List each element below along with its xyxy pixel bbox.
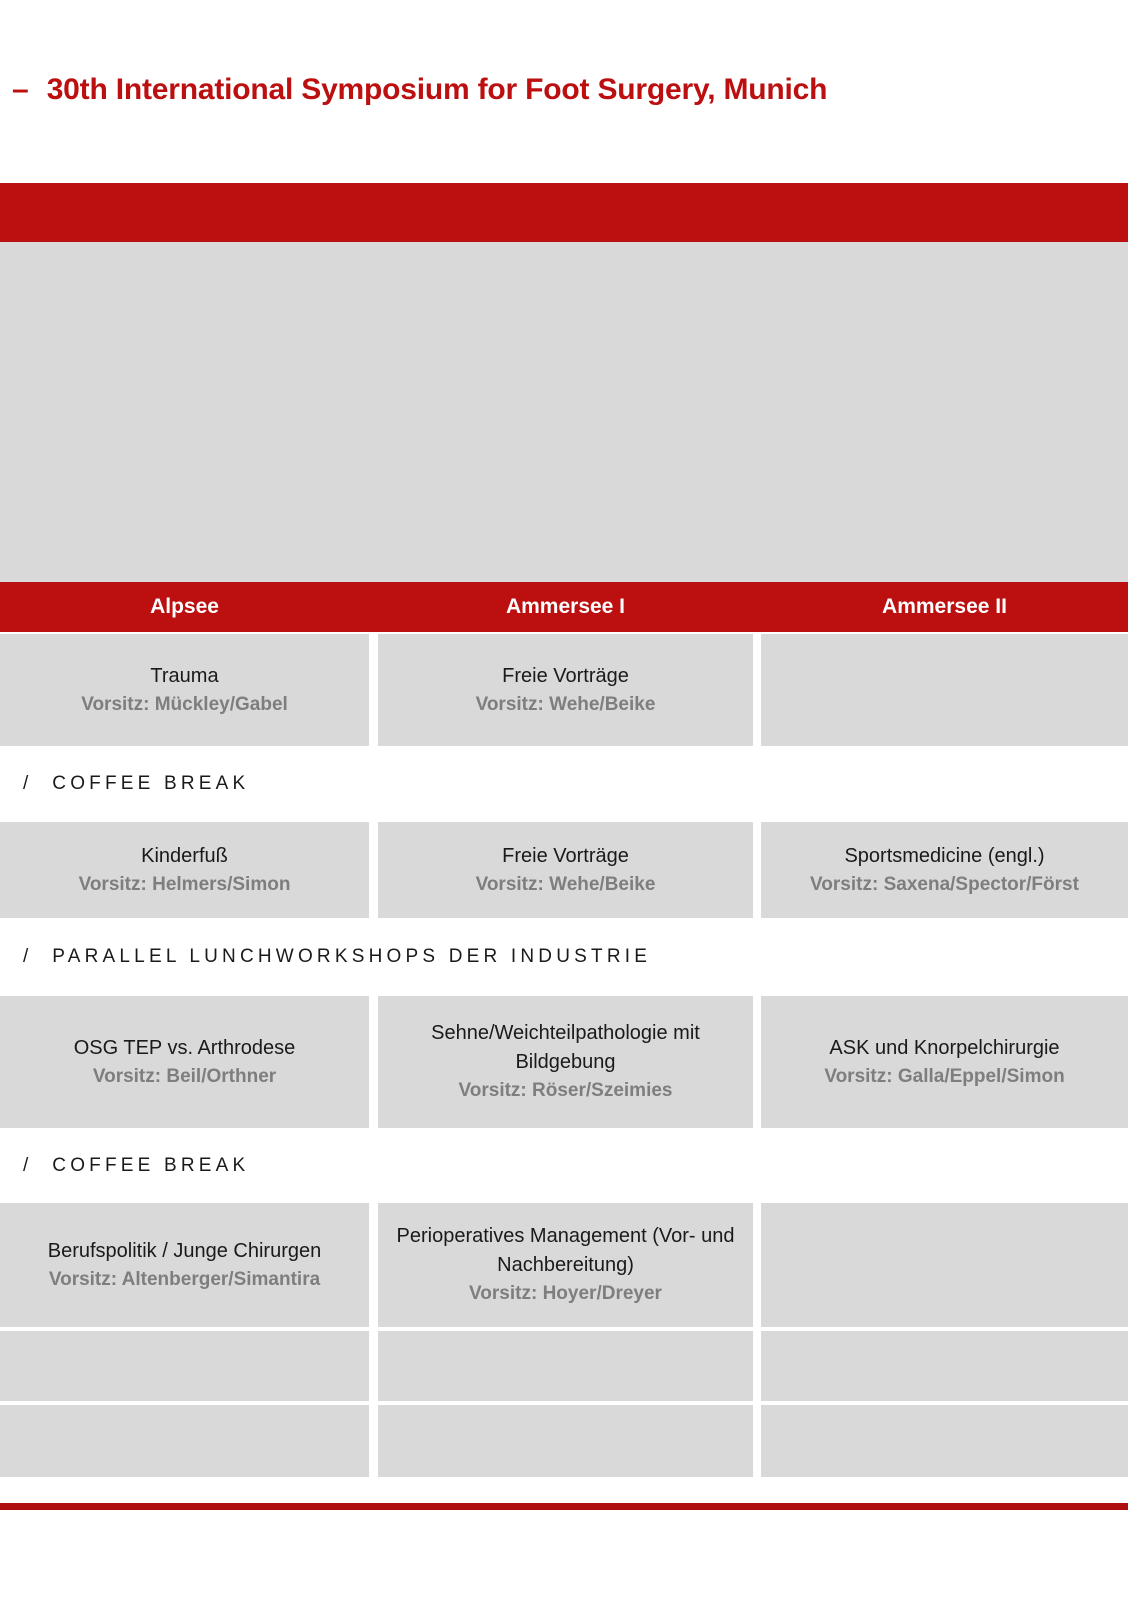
table-row (0, 1203, 1128, 1327)
session-title: Freie Vorträge (502, 664, 629, 687)
session-title: ASK und Knorpelchirurgie (829, 1036, 1060, 1059)
session-chair: Vorsitz: Saxena/Spector/Först (810, 873, 1079, 895)
session-title: Berufspolitik / Junge Chirurgen (47, 1239, 322, 1262)
table-row (0, 634, 1128, 746)
column-gap (753, 822, 761, 918)
hero-image-placeholder (0, 242, 1128, 582)
session-cell[interactable] (378, 822, 753, 918)
session-chair: Vorsitz: Wehe/Beike (475, 693, 656, 715)
session-cell[interactable] (0, 822, 369, 918)
session-cell[interactable] (761, 822, 1128, 918)
session-chair: Vorsitz: Helmers/Simon (78, 873, 291, 895)
break-label: COFFEE BREAK (52, 1154, 250, 1176)
table-row (0, 1405, 1128, 1477)
break-row-coffee-1 (0, 746, 1128, 822)
session-cell-empty[interactable] (761, 1405, 1128, 1477)
session-chair: Vorsitz: Galla/Eppel/Simon (824, 1065, 1065, 1087)
session-cell-empty[interactable] (761, 634, 1128, 746)
column-gap (753, 582, 761, 632)
session-title: Sportsmedicine (engl.) (844, 844, 1045, 867)
session-chair: Vorsitz: Beil/Orthner (92, 1065, 277, 1087)
break-row-lunchworkshops (0, 918, 1128, 996)
title-text: 30th International Symposium for Foot Surgery, Munich (46, 73, 828, 106)
page-title (0, 62, 1128, 118)
session-cell-empty[interactable] (378, 1331, 753, 1401)
session-cell[interactable] (378, 996, 753, 1128)
session-cell-empty[interactable] (0, 1331, 369, 1401)
break-label: COFFEE BREAK (52, 773, 250, 794)
title-dash-icon: – (12, 73, 29, 106)
session-cell[interactable] (378, 1203, 753, 1327)
session-chair: Vorsitz: Wehe/Beike (475, 873, 656, 895)
session-cell[interactable] (0, 1203, 369, 1327)
column-gap (369, 996, 378, 1128)
session-title: Trauma (150, 664, 219, 687)
column-gap (753, 1331, 761, 1401)
session-title: OSG TEP vs. Arthrodese (73, 1036, 296, 1059)
schedule-table (0, 582, 1128, 1477)
room-header-ammersee-2: Ammersee II (882, 595, 1007, 618)
column-gap (369, 822, 378, 918)
break-slash-icon: / (23, 773, 29, 794)
table-row (0, 822, 1128, 918)
break-slash-icon: / (23, 946, 29, 967)
session-title: Freie Vorträge (502, 844, 629, 867)
top-red-banner (0, 183, 1128, 242)
session-title: Kinderfuß (141, 844, 228, 867)
session-cell-empty[interactable] (761, 1331, 1128, 1401)
table-row (0, 996, 1128, 1128)
room-header-ammersee-1: Ammersee I (505, 595, 626, 618)
room-header-alpsee: Alpsee (150, 595, 219, 618)
column-gap (753, 1203, 761, 1327)
break-label: PARALLEL LUNCHWORKSHOPS DER INDUSTRIE (52, 946, 652, 967)
session-cell[interactable] (0, 996, 369, 1128)
session-chair: Vorsitz: Mückley/Gabel (81, 693, 288, 715)
session-title: Sehne/Weichteilpathologie mit Bildgebung (431, 1022, 700, 1074)
session-chair: Vorsitz: Hoyer/Dreyer (469, 1283, 662, 1305)
table-row (0, 1331, 1128, 1401)
column-gap (369, 634, 378, 746)
session-cell-empty[interactable] (761, 1203, 1128, 1327)
room-header-row (0, 582, 1128, 632)
column-gap (753, 1405, 761, 1477)
session-cell[interactable] (378, 634, 753, 746)
column-gap (369, 1331, 378, 1401)
column-gap (753, 996, 761, 1128)
session-chair: Vorsitz: Altenberger/Simantira (48, 1268, 321, 1290)
break-row-coffee-2 (0, 1128, 1128, 1203)
session-cell[interactable] (761, 996, 1128, 1128)
session-cell-empty[interactable] (0, 1405, 369, 1477)
session-cell-empty[interactable] (378, 1405, 753, 1477)
session-chair: Vorsitz: Röser/Szeimies (458, 1080, 673, 1102)
bottom-red-rule (0, 1503, 1128, 1510)
session-cell[interactable] (0, 634, 369, 746)
session-title: Perioperatives Management (Vor- und Nachbereitung) (396, 1225, 735, 1277)
break-slash-icon: / (23, 1154, 29, 1176)
column-gap (369, 1405, 378, 1477)
column-gap (369, 1203, 378, 1327)
column-gap (369, 582, 378, 632)
column-gap (753, 634, 761, 746)
